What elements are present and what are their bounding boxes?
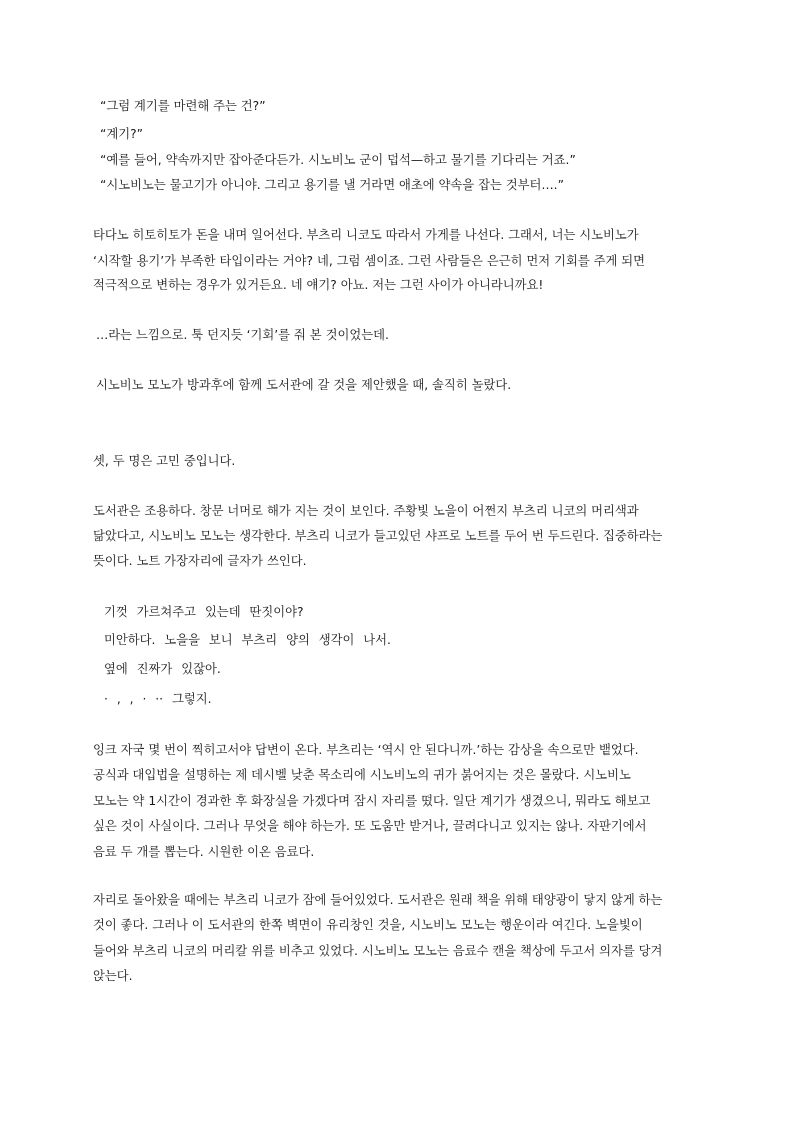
text-line: 도서관은 조용하다. 창문 너머로 해가 지는 것이 보인다. 주황빛 노을이 어쩐지 부츠리 니코의 머리색과 xyxy=(93,504,639,518)
text-line: 타다노 히토히토가 돈을 내며 일어선다. 부츠리 니코도 따라서 가게를 나선다. 그래서, 너는 시노비노가 xyxy=(93,228,639,242)
text-line: 들어와 부츠리 니코의 머리칼 위를 비추고 있었다. 시노비노 모노는 음료수 캔을 책상에 두고서 의자를 당겨 xyxy=(93,944,663,958)
text-line: 잉크 자국 몇 번이 찍히고서야 답변이 온다. 부츠리는 ‘역시 안 된다니까.’하는 감상을 속으로만 뱉었다. xyxy=(93,743,639,757)
text-line: 앉는다. xyxy=(93,969,133,983)
text-line: “그럼 계기를 마련해 주는 건?” xyxy=(100,99,266,113)
text-line: 공식과 대입법을 설명하는 제 데시벨 낮춘 목소리에 시노비노의 귀가 붉어지는 것은 몰랐다. 시노비노 xyxy=(93,768,631,782)
text-line: 뜻이다. 노트 가장자리에 글자가 쓰인다. xyxy=(93,554,307,568)
text-line: 모노는 약 1시간이 경과한 후 화장실을 가겠다며 잠시 자리를 떴다. 일단 계기가 생겼으니, 뭐라도 해보고 xyxy=(93,794,651,808)
note-line: · , , · ·· 그렇지. xyxy=(104,692,212,706)
text-line: 닮았다고, 시노비노 모노는 생각한다. 부츠리 니코가 들고있던 샤프로 노트를 두어 번 두드린다. 집중하라는 xyxy=(93,529,663,543)
paragraph: …라는 느낌으로. 툭 던지듯 ‘기회’를 줘 본 것이었는데. xyxy=(96,328,389,342)
note-line: 기껏 가르쳐주고 있는데 딴짓이야? xyxy=(104,605,304,619)
text-line: 싶은 것이 사실이다. 그러나 무엇을 해야 하는가. 또 도움만 받거나, 끌려다니고 있지는 않나. 자판기에서 xyxy=(93,819,647,833)
text-line: 적극적으로 변하는 경우가 있거든요. 네 얘기? 아뇨. 저는 그런 사이가 아니라니까요! xyxy=(93,278,544,292)
text-line: “계기?” xyxy=(100,127,144,141)
text-line: “예를 들어, 약속까지만 잡아준다든가. 시노비노 군이 덥석—하고 물기를 기다리는 거죠.” xyxy=(100,153,576,167)
section-title: 셋, 두 명은 고민 중입니다. xyxy=(93,454,236,468)
text-line: “시노비노는 물고기가 아니야. 그리고 용기를 낼 거라면 애초에 약속을 잡는 것부터….” xyxy=(100,178,564,192)
text-line: 자리로 돌아왔을 때에는 부츠리 니코가 잠에 들어있었다. 도서관은 원래 책을 위해 태양광이 닿지 않게 하는 xyxy=(93,893,663,907)
note-line: 미안하다. 노을을 보니 부츠리 양의 생각이 나서. xyxy=(104,633,391,647)
text-line: 음료 두 개를 뽑는다. 시원한 이온 음료다. xyxy=(93,845,315,859)
note-line: 옆에 진짜가 있잖아. xyxy=(104,662,221,676)
text-line: 것이 좋다. 그러나 이 도서관의 한쪽 벽면이 유리창인 것을, 시노비노 모노는 행운이라 여긴다. 노을빛이 xyxy=(93,918,643,932)
text-line: ‘시작할 용기’가 부족한 타입이라는 거야? 네, 그럼 셈이죠. 그런 사람들은 은근히 먼저 기회를 주게 되면 xyxy=(93,254,646,268)
paragraph: 시노비노 모노가 방과후에 함께 도서관에 갈 것을 제안했을 때, 솔직히 놀랐다. xyxy=(96,378,512,392)
